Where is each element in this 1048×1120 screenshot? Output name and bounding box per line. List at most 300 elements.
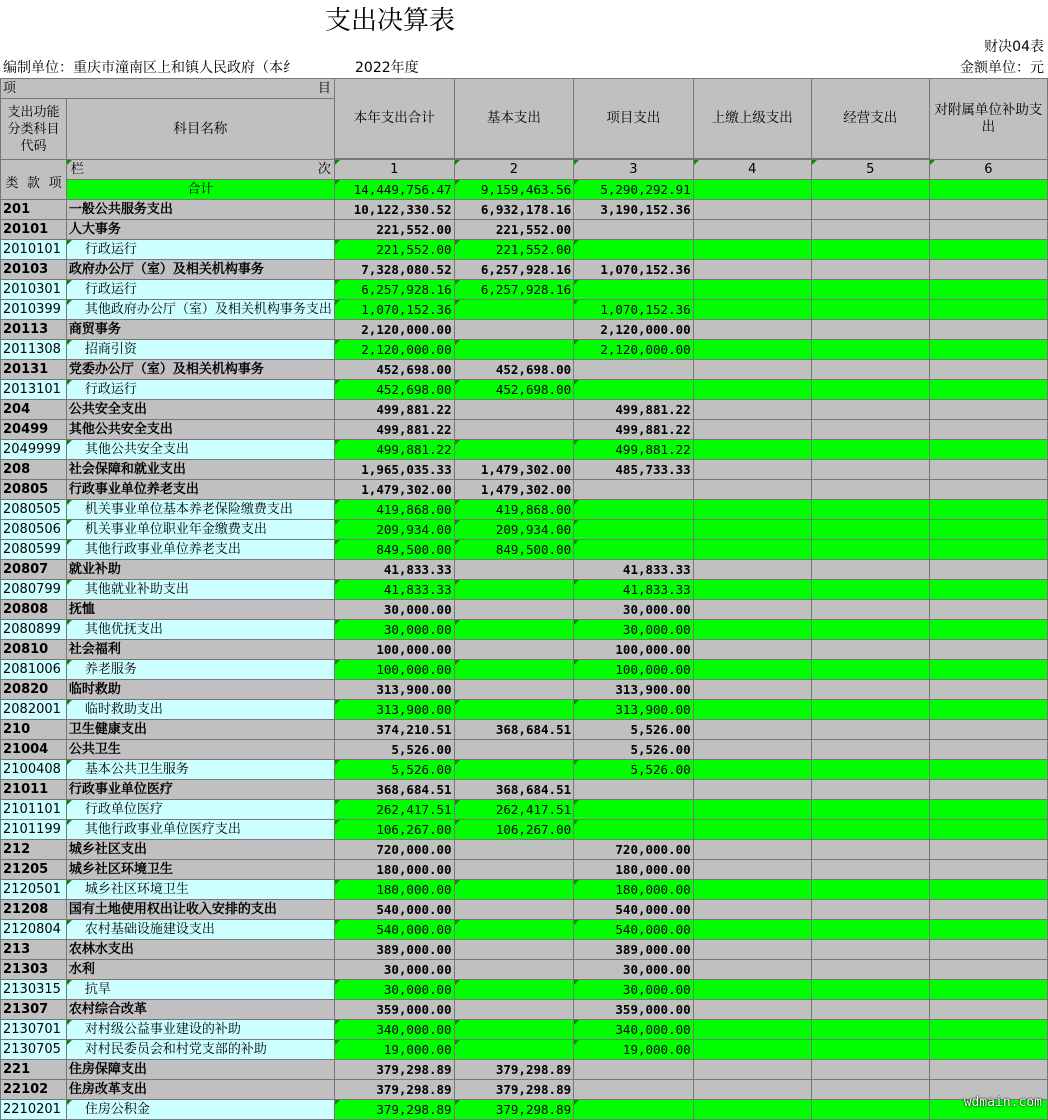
row-v6 (929, 1060, 1047, 1080)
row-code: 2080505 (1, 500, 67, 520)
row-v2: 379,298.89 (454, 1060, 574, 1080)
row-v3: 19,000.00 (574, 1040, 694, 1060)
row-v3: 180,000.00 (574, 880, 694, 900)
row-v1: 221,552.00 (334, 240, 454, 260)
row-name: 对村级公益事业建设的补助 (66, 1020, 334, 1040)
row-v1: 41,833.33 (334, 580, 454, 600)
row-v3 (574, 520, 694, 540)
row-v1: 1,070,152.36 (334, 300, 454, 320)
row-v4 (693, 340, 811, 360)
row-code: 2080506 (1, 520, 67, 540)
row-v1: 221,552.00 (334, 220, 454, 240)
row-v2 (454, 880, 574, 900)
row-v1: 7,328,080.52 (334, 260, 454, 280)
expenditure-table (0, 78, 1048, 1120)
row-v6 (929, 460, 1047, 480)
col-num-2: 2 (454, 160, 574, 180)
row-v5 (811, 740, 929, 760)
row-v4 (693, 1000, 811, 1020)
row-code: 2100408 (1, 760, 67, 780)
row-v3: 41,833.33 (574, 560, 694, 580)
row-v5 (811, 1080, 929, 1100)
row-name: 农村综合改革 (66, 1000, 334, 1020)
row-v2: 452,698.00 (454, 360, 574, 380)
row-v1: 368,684.51 (334, 780, 454, 800)
row-v2 (454, 400, 574, 420)
row-v4 (693, 720, 811, 740)
row-v1: 499,881.22 (334, 440, 454, 460)
table-row (1, 860, 1048, 880)
row-v4 (693, 240, 811, 260)
row-v5 (811, 960, 929, 980)
table-row (1, 1020, 1048, 1040)
row-v3: 180,000.00 (574, 860, 694, 880)
row-v3 (574, 240, 694, 260)
row-code: 2011308 (1, 340, 67, 360)
row-v5 (811, 540, 929, 560)
row-v6 (929, 820, 1047, 840)
row-v4 (693, 440, 811, 460)
row-code: 21307 (1, 1000, 67, 1020)
row-v4 (693, 680, 811, 700)
row-v1: 30,000.00 (334, 600, 454, 620)
row-v5 (811, 920, 929, 940)
row-v5 (811, 240, 929, 260)
row-v3: 3,190,152.36 (574, 200, 694, 220)
row-name: 商贸事务 (66, 320, 334, 340)
row-v5 (811, 660, 929, 680)
row-v1: 30,000.00 (334, 960, 454, 980)
row-v4 (693, 760, 811, 780)
row-v1: 720,000.00 (334, 840, 454, 860)
header-kuan: 款 (26, 176, 40, 191)
row-v6 (929, 680, 1047, 700)
row-name: 养老服务 (66, 660, 334, 680)
row-v2 (454, 560, 574, 580)
header-mu: 目 (317, 81, 331, 96)
table-row (1, 920, 1048, 940)
row-name: 公共卫生 (66, 740, 334, 760)
row-name: 对村民委员会和村党支部的补助 (66, 1040, 334, 1060)
row-v1: 41,833.33 (334, 560, 454, 580)
row-code: 20101 (1, 220, 67, 240)
row-name: 城乡社区环境卫生 (66, 880, 334, 900)
row-v5 (811, 320, 929, 340)
row-v5 (811, 1000, 929, 1020)
row-v6 (929, 600, 1047, 620)
col-header-1: 本年支出合计 (334, 79, 454, 159)
row-v1: 6,257,928.16 (334, 280, 454, 300)
row-v3: 5,526.00 (574, 740, 694, 760)
row-name: 其他政府办公厅（室）及相关机构事务支出 (66, 300, 334, 320)
col-num-3: 3 (574, 160, 694, 180)
row-v5 (811, 520, 929, 540)
row-v6 (929, 840, 1047, 860)
row-code: 20808 (1, 600, 67, 620)
row-v5 (811, 220, 929, 240)
row-v6 (929, 380, 1047, 400)
row-v2: 379,298.89 (454, 1100, 574, 1120)
row-v6 (929, 340, 1047, 360)
row-v5 (811, 700, 929, 720)
row-code: 2013101 (1, 380, 67, 400)
row-v2: 1,479,302.00 (454, 460, 574, 480)
row-v5 (811, 880, 929, 900)
header-name-col: 科目名称 (66, 99, 334, 160)
row-v3: 1,070,152.36 (574, 260, 694, 280)
row-v5 (811, 600, 929, 620)
row-name: 人大事务 (66, 220, 334, 240)
row-v5 (811, 760, 929, 780)
total-label: 合计 (66, 180, 334, 200)
row-v2: 1,479,302.00 (454, 480, 574, 500)
row-v1: 180,000.00 (334, 880, 454, 900)
table-row (1, 280, 1048, 300)
row-v5 (811, 940, 929, 960)
row-code: 20103 (1, 260, 67, 280)
row-v3: 499,881.22 (574, 400, 694, 420)
row-v3 (574, 280, 694, 300)
row-v2: 452,698.00 (454, 380, 574, 400)
header-ci: 次 (317, 162, 331, 177)
row-v6 (929, 320, 1047, 340)
row-v4 (693, 420, 811, 440)
row-v2: 379,298.89 (454, 1080, 574, 1100)
row-v4 (693, 920, 811, 940)
row-v4 (693, 1040, 811, 1060)
table-row (1, 1100, 1048, 1120)
row-v3 (574, 380, 694, 400)
row-name: 其他公共安全支出 (66, 440, 334, 460)
row-name: 城乡社区支出 (66, 840, 334, 860)
row-v2: 849,500.00 (454, 540, 574, 560)
row-v3 (574, 780, 694, 800)
row-name: 机关事业单位职业年金缴费支出 (66, 520, 334, 540)
row-name: 就业补助 (66, 560, 334, 580)
row-v2: 106,267.00 (454, 820, 574, 840)
row-code: 2049999 (1, 440, 67, 460)
row-name: 基本公共卫生服务 (66, 760, 334, 780)
table-row (1, 600, 1048, 620)
row-v5 (811, 280, 929, 300)
row-name: 住房改革支出 (66, 1080, 334, 1100)
row-v2: 221,552.00 (454, 220, 574, 240)
row-v5 (811, 460, 929, 480)
table-row (1, 740, 1048, 760)
row-code: 2130701 (1, 1020, 67, 1040)
row-v2: 368,684.51 (454, 720, 574, 740)
row-v4 (693, 460, 811, 480)
row-v3: 41,833.33 (574, 580, 694, 600)
row-v3: 5,526.00 (574, 720, 694, 740)
row-v1: 19,000.00 (334, 1040, 454, 1060)
row-v3 (574, 480, 694, 500)
row-name: 社会保障和就业支出 (66, 460, 334, 480)
row-v2: 6,932,178.16 (454, 200, 574, 220)
report-title: 支出决算表 (324, 6, 455, 36)
row-v4 (693, 900, 811, 920)
total-v2: 9,159,463.56 (454, 180, 574, 200)
row-v3: 540,000.00 (574, 920, 694, 940)
row-name: 行政运行 (66, 240, 334, 260)
row-v2 (454, 640, 574, 660)
col-num-1: 1 (334, 160, 454, 180)
header-lei-kuan-xiang (1, 160, 67, 200)
row-name: 农林水支出 (66, 940, 334, 960)
row-v4 (693, 660, 811, 680)
fiscal-year: 2022年度 (355, 60, 419, 76)
row-v5 (811, 500, 929, 520)
row-v1: 452,698.00 (334, 360, 454, 380)
row-v6 (929, 780, 1047, 800)
row-name: 水利 (66, 960, 334, 980)
row-v3: 340,000.00 (574, 1020, 694, 1040)
row-name: 机关事业单位基本养老保险缴费支出 (66, 500, 334, 520)
row-v6 (929, 700, 1047, 720)
row-code: 2120501 (1, 880, 67, 900)
row-v2 (454, 920, 574, 940)
table-row (1, 820, 1048, 840)
row-v6 (929, 500, 1047, 520)
row-v5 (811, 820, 929, 840)
row-v1: 5,526.00 (334, 760, 454, 780)
row-v1: 419,868.00 (334, 500, 454, 520)
col-header-5: 经营支出 (811, 79, 929, 159)
table-row (1, 540, 1048, 560)
row-v4 (693, 640, 811, 660)
row-v6 (929, 940, 1047, 960)
row-v5 (811, 360, 929, 380)
row-v1: 374,210.51 (334, 720, 454, 740)
table-row (1, 1040, 1048, 1060)
row-code: 2210201 (1, 1100, 67, 1120)
row-code: 2120804 (1, 920, 67, 940)
row-v3 (574, 1100, 694, 1120)
header-lan: 栏 (70, 162, 84, 177)
row-v1: 106,267.00 (334, 820, 454, 840)
row-name: 临时救助支出 (66, 700, 334, 720)
row-v6 (929, 920, 1047, 940)
row-v6 (929, 660, 1047, 680)
row-code: 2080599 (1, 540, 67, 560)
row-v5 (811, 340, 929, 360)
row-v4 (693, 480, 811, 500)
row-v1: 540,000.00 (334, 900, 454, 920)
row-v2 (454, 900, 574, 920)
row-v2 (454, 420, 574, 440)
row-v2 (454, 940, 574, 960)
row-v6 (929, 560, 1047, 580)
table-row (1, 960, 1048, 980)
row-v3: 485,733.33 (574, 460, 694, 480)
row-v2 (454, 840, 574, 860)
row-v2: 6,257,928.16 (454, 260, 574, 280)
header-lanci (66, 160, 334, 180)
table-row (1, 320, 1048, 340)
row-v5 (811, 800, 929, 820)
table-row (1, 400, 1048, 420)
table-row (1, 460, 1048, 480)
row-v6 (929, 400, 1047, 420)
row-v5 (811, 840, 929, 860)
row-v2 (454, 300, 574, 320)
row-v1: 2,120,000.00 (334, 340, 454, 360)
row-v2: 368,684.51 (454, 780, 574, 800)
row-v3 (574, 1060, 694, 1080)
row-v2 (454, 1020, 574, 1040)
row-v4 (693, 540, 811, 560)
row-v2 (454, 340, 574, 360)
row-v3 (574, 540, 694, 560)
row-v4 (693, 260, 811, 280)
table-row (1, 720, 1048, 740)
row-v4 (693, 520, 811, 540)
table-row (1, 200, 1048, 220)
row-v4 (693, 860, 811, 880)
table-row (1, 640, 1048, 660)
row-v3: 499,881.22 (574, 420, 694, 440)
table-row (1, 840, 1048, 860)
row-v2 (454, 580, 574, 600)
row-v3 (574, 220, 694, 240)
row-v3: 100,000.00 (574, 640, 694, 660)
row-v4 (693, 620, 811, 640)
row-name: 其他优抚支出 (66, 620, 334, 640)
row-v3: 540,000.00 (574, 900, 694, 920)
table-row (1, 420, 1048, 440)
row-v3 (574, 820, 694, 840)
row-v2 (454, 760, 574, 780)
row-v5 (811, 200, 929, 220)
header-xiang: 项 (3, 81, 17, 96)
row-v4 (693, 360, 811, 380)
row-v4 (693, 1060, 811, 1080)
row-v5 (811, 580, 929, 600)
row-code: 2101199 (1, 820, 67, 840)
row-v3 (574, 500, 694, 520)
row-v4 (693, 940, 811, 960)
row-name: 卫生健康支出 (66, 720, 334, 740)
currency-unit: 金额单位：元 (960, 60, 1044, 76)
row-v2: 6,257,928.16 (454, 280, 574, 300)
row-name: 城乡社区环境卫生 (66, 860, 334, 880)
row-v1: 313,900.00 (334, 700, 454, 720)
row-v1: 5,526.00 (334, 740, 454, 760)
table-row (1, 300, 1048, 320)
row-v4 (693, 1100, 811, 1120)
row-v6 (929, 720, 1047, 740)
row-v2: 209,934.00 (454, 520, 574, 540)
total-v4 (693, 180, 811, 200)
row-v5 (811, 1060, 929, 1080)
row-v1: 313,900.00 (334, 680, 454, 700)
table-row (1, 1000, 1048, 1020)
row-code: 204 (1, 400, 67, 420)
row-v6 (929, 200, 1047, 220)
row-v2 (454, 980, 574, 1000)
row-name: 社会福利 (66, 640, 334, 660)
row-code: 212 (1, 840, 67, 860)
row-v4 (693, 800, 811, 820)
row-v6 (929, 860, 1047, 880)
col-num-6: 6 (929, 160, 1047, 180)
row-v1: 262,417.51 (334, 800, 454, 820)
row-code: 208 (1, 460, 67, 480)
form-code: 财决04表 (984, 39, 1044, 55)
row-name: 行政事业单位医疗 (66, 780, 334, 800)
row-v6 (929, 540, 1047, 560)
row-name: 其他行政事业单位养老支出 (66, 540, 334, 560)
row-code: 21004 (1, 740, 67, 760)
row-name: 行政事业单位养老支出 (66, 480, 334, 500)
row-v5 (811, 780, 929, 800)
header-code-col: 支出功能分类科目代码 (1, 99, 67, 160)
row-v2: 419,868.00 (454, 500, 574, 520)
row-v4 (693, 280, 811, 300)
row-code: 210 (1, 720, 67, 740)
reporting-unit: 编制单位：重庆市潼南区上和镇人民政府（本纟 (3, 60, 297, 76)
row-v6 (929, 480, 1047, 500)
row-v1: 499,881.22 (334, 420, 454, 440)
row-v6 (929, 580, 1047, 600)
row-v4 (693, 380, 811, 400)
row-v2: 262,417.51 (454, 800, 574, 820)
col-header-4: 上缴上级支出 (693, 79, 811, 159)
table-row (1, 380, 1048, 400)
row-v6 (929, 280, 1047, 300)
row-code: 221 (1, 1060, 67, 1080)
row-v5 (811, 560, 929, 580)
table-row (1, 480, 1048, 500)
row-name: 住房保障支出 (66, 1060, 334, 1080)
table-row (1, 520, 1048, 540)
table-row (1, 660, 1048, 680)
row-code: 2081006 (1, 660, 67, 680)
row-code: 21303 (1, 960, 67, 980)
row-v4 (693, 780, 811, 800)
row-name: 行政运行 (66, 380, 334, 400)
row-v2 (454, 620, 574, 640)
row-v1: 100,000.00 (334, 660, 454, 680)
row-v4 (693, 700, 811, 720)
col-num-5: 5 (811, 160, 929, 180)
row-v6 (929, 960, 1047, 980)
row-v5 (811, 400, 929, 420)
row-v4 (693, 740, 811, 760)
row-v1: 10,122,330.52 (334, 200, 454, 220)
table-row (1, 260, 1048, 280)
row-code: 20807 (1, 560, 67, 580)
row-v6 (929, 300, 1047, 320)
row-v4 (693, 400, 811, 420)
header-lei: 类 (5, 176, 19, 191)
row-v2 (454, 700, 574, 720)
row-v5 (811, 860, 929, 880)
row-v1: 30,000.00 (334, 620, 454, 640)
row-code: 2010101 (1, 240, 67, 260)
row-code: 22102 (1, 1080, 67, 1100)
row-v3: 313,900.00 (574, 700, 694, 720)
row-v6 (929, 880, 1047, 900)
row-v6 (929, 800, 1047, 820)
row-v6 (929, 620, 1047, 640)
row-name: 抗旱 (66, 980, 334, 1000)
row-v6 (929, 980, 1047, 1000)
row-v1: 180,000.00 (334, 860, 454, 880)
row-code: 2130705 (1, 1040, 67, 1060)
row-v1: 359,000.00 (334, 1000, 454, 1020)
row-v2 (454, 1000, 574, 1020)
